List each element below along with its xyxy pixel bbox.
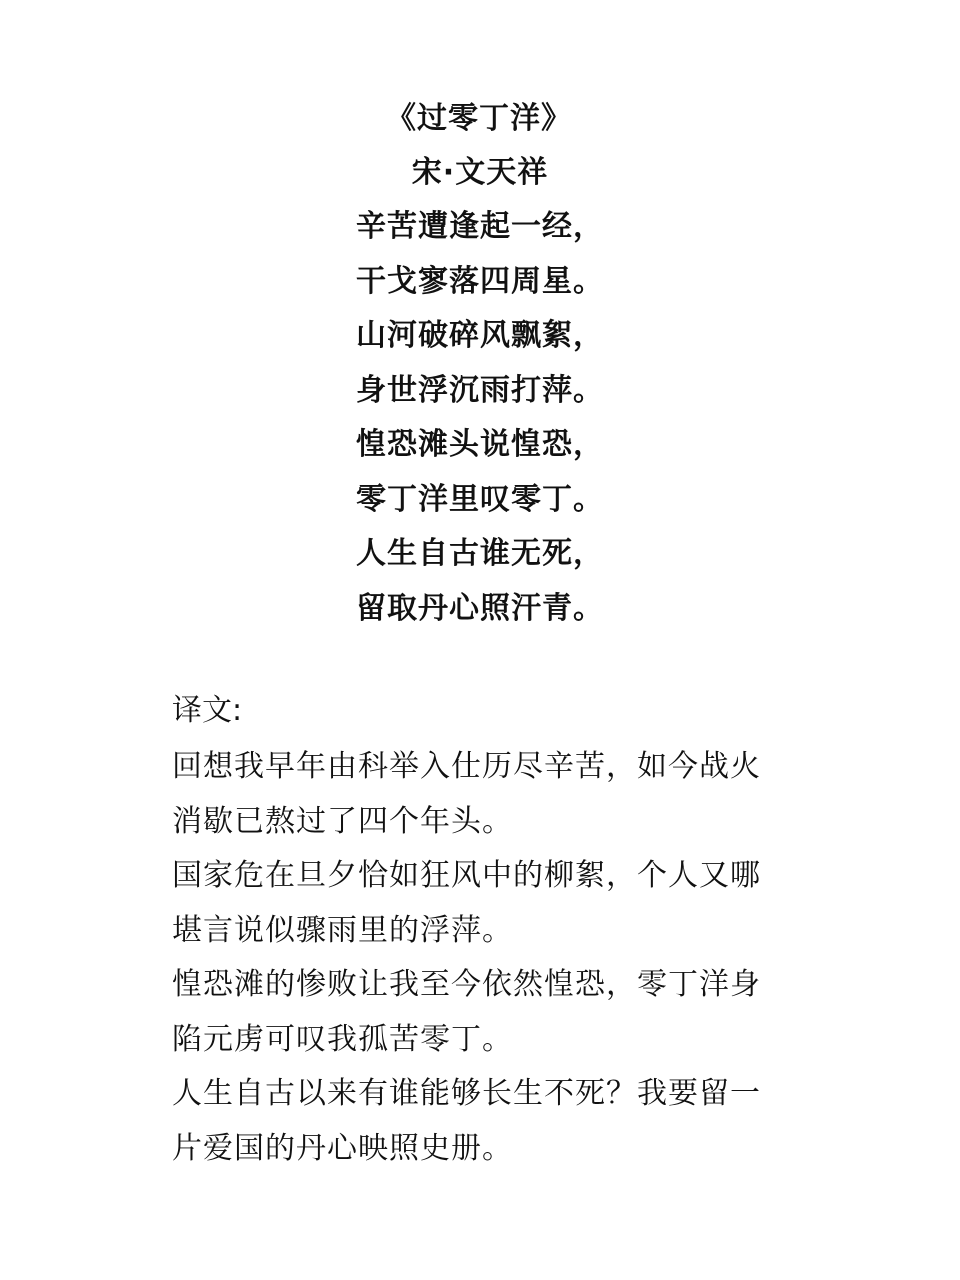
translation-paragraph: 惶恐滩的惨败让我至今依然惶恐，零丁洋身陷元虏可叹我孤苦零丁。	[172, 967, 761, 1057]
poem-line: 留取丹心照汗青。	[356, 590, 604, 626]
poem-lines	[356, 200, 604, 636]
translation-paragraph: 人生自古以来有谁能够长生不死？我要留一片爱国的丹心映照史册。	[172, 1076, 761, 1166]
translation-paragraph: 回想我早年由科举入仕历尽辛苦，如今战火消歇已熬过了四个年头。	[172, 749, 761, 839]
poem-line: 山河破碎风飘絮，	[356, 318, 604, 353]
poem-line: 干戈寥落四周星。	[356, 263, 604, 299]
poem-line: 身世浮沉雨打萍。	[356, 372, 604, 408]
poem-line: 辛苦遭逢起一经，	[356, 209, 604, 244]
translation-label: 译文:	[172, 693, 243, 728]
poem-line: 人生自古谁无死，	[356, 536, 604, 571]
translation-section	[172, 684, 792, 1176]
poem-line: 零丁洋里叹零丁。	[356, 481, 604, 517]
poem-author: 宋·文天祥	[411, 155, 549, 190]
poem-section	[0, 92, 960, 636]
poem-line: 惶恐滩头说惶恐，	[356, 427, 604, 462]
poem-title: 《过零丁洋》	[386, 101, 572, 136]
translation-paragraph: 国家危在旦夕恰如狂风中的柳絮，个人又哪堪言说似骤雨里的浮萍。	[172, 858, 761, 948]
